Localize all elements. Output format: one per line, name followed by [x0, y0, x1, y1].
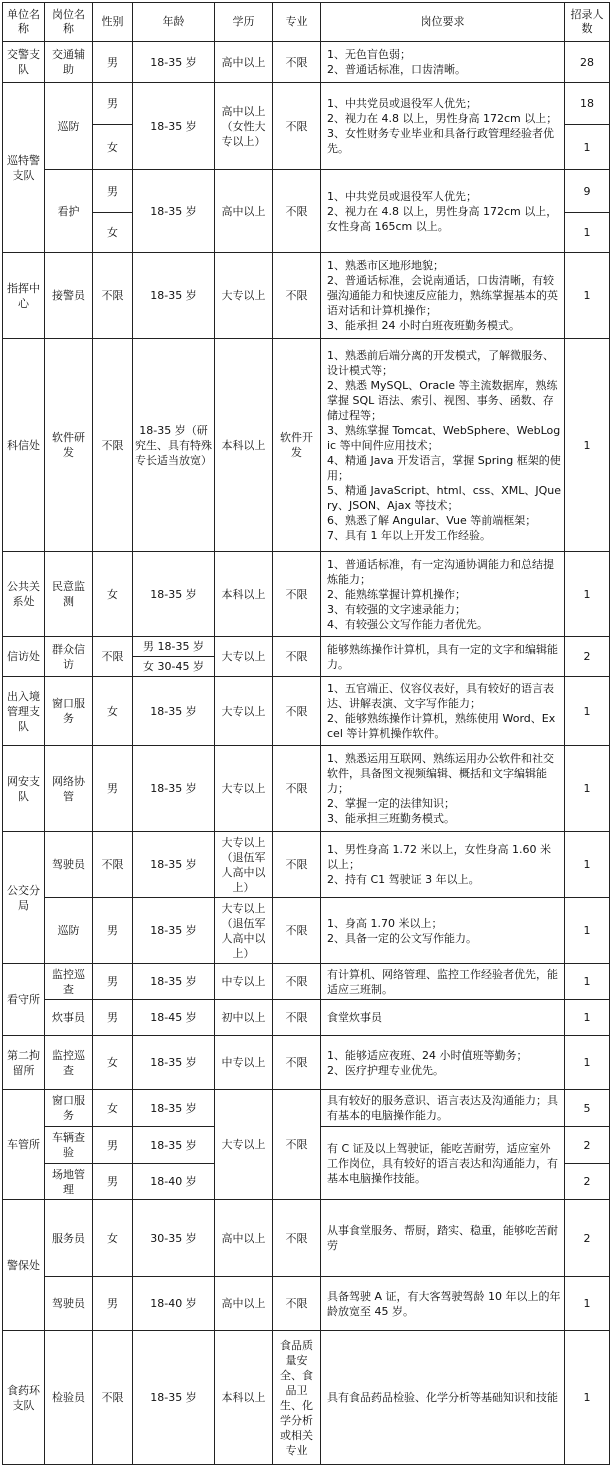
- count-cell: 1: [565, 213, 610, 253]
- count-cell: 1: [565, 898, 610, 964]
- gender-cell: 不限: [93, 637, 133, 677]
- gender-cell: 女: [93, 1090, 133, 1127]
- table-row: [3, 83, 610, 125]
- education-cell: 高中以上: [215, 42, 273, 83]
- age-cell: 18-35 岁: [133, 42, 215, 83]
- recruitment-document: [2, 2, 609, 1465]
- requirement-line: 3、有较强的文字速录能力；: [327, 602, 466, 616]
- requirements-cell: [321, 552, 565, 637]
- unit-cell: 出入境管理支队: [3, 677, 45, 746]
- count-cell: 1: [565, 1277, 610, 1331]
- requirement-line: 1、五官端正、仪容仪表好，具有较好的语言表达、讲解表演、文字写作能力；: [327, 682, 554, 710]
- unit-cell: 警保处: [3, 1200, 45, 1331]
- count-cell: 9: [565, 170, 610, 213]
- major-cell: 不限: [273, 1000, 321, 1036]
- unit-cell: 科信处: [3, 339, 45, 552]
- post-cell: 驾驶员: [45, 832, 93, 898]
- table-row: [3, 1090, 610, 1127]
- requirements-cell: [321, 677, 565, 746]
- requirement-line: 7、具有 1 年以上开发工作经验。: [327, 528, 491, 542]
- requirement-line: 食堂炊事员: [327, 1011, 382, 1024]
- age-cell: 18-40 岁: [133, 1277, 215, 1331]
- age-cell: 18-35 岁: [133, 1127, 215, 1164]
- table-row: [3, 832, 610, 898]
- age-cell: 18-35 岁: [133, 964, 215, 1000]
- count-cell: 28: [565, 42, 610, 83]
- requirement-line: 具有较好的服务意识、语言表达及沟通能力；具有基本的电脑操作能力。: [327, 1094, 558, 1122]
- requirement-line: 1、熟悉运用互联网、熟练运用办公软件和社交软件，具备图文视频编辑、概括和文字编辑能力；: [327, 752, 554, 795]
- gender-cell: 不限: [93, 339, 133, 552]
- count-cell: 1: [565, 1000, 610, 1036]
- table-row: [3, 170, 610, 213]
- requirement-line: 2、视力在 4.8 以上，男性身高 172cm 以上；: [327, 112, 558, 125]
- unit-cell: 公交分局: [3, 832, 45, 964]
- requirement-line: 2、医疗护理专业优先。: [327, 1063, 444, 1077]
- requirement-line: 3、能承担 24 小时白班夜班勤务模式。: [327, 319, 520, 332]
- header-post: 岗位名称: [45, 3, 93, 42]
- age-cell: 18-35 岁: [133, 1331, 215, 1465]
- header-unit: 单位名称: [3, 3, 45, 42]
- age-cell: 18-40 岁: [133, 1164, 215, 1200]
- unit-cell: 巡特警支队: [3, 83, 45, 253]
- post-cell: 接警员: [45, 253, 93, 339]
- major-cell: 不限: [273, 83, 321, 170]
- education-cell: 本科以上: [215, 552, 273, 637]
- header-major: 专业: [273, 3, 321, 42]
- requirements-cell: [321, 898, 565, 964]
- requirement-line: 有 C 证及以上驾驶证，能吃苦耐劳，适应室外工作岗位，具有较好的语言表达和沟通能力，有基本电脑操作技能。: [327, 1141, 558, 1185]
- requirements-cell: [321, 253, 565, 339]
- post-cell: 巡防: [45, 898, 93, 964]
- requirement-line: 1、男性身高 1.72 米以上，女性身高 1.60 米以上；: [327, 843, 551, 871]
- post-cell: 巡防: [45, 83, 93, 170]
- requirement-line: 2、能够熟练操作计算机，熟练使用 Word、Excel 等计算机操作软件。: [327, 712, 556, 740]
- header-age: 年龄: [133, 3, 215, 42]
- major-cell: 不限: [273, 552, 321, 637]
- requirements-cell: [321, 170, 565, 253]
- post-cell: 窗口服务: [45, 1090, 93, 1127]
- requirement-line: 2、具备一定的公文写作能力。: [327, 931, 477, 945]
- count-cell: 1: [565, 1036, 610, 1090]
- major-cell: 不限: [273, 1036, 321, 1090]
- table-row: [3, 1277, 610, 1331]
- gender-cell: 男: [93, 42, 133, 83]
- post-cell: 监控巡查: [45, 1036, 93, 1090]
- requirement-line: 2、掌握一定的法律知识；: [327, 797, 455, 810]
- gender-cell: 女: [93, 677, 133, 746]
- gender-cell: 男: [93, 964, 133, 1000]
- count-cell: 1: [565, 253, 610, 339]
- education-cell: 中专以上: [215, 1036, 273, 1090]
- major-cell: 不限: [273, 1090, 321, 1200]
- requirement-line: 1、无色盲色弱；: [327, 48, 411, 61]
- age-cell: 18-35 岁: [133, 170, 215, 253]
- unit-cell: 食药环支队: [3, 1331, 45, 1465]
- gender-cell: 男: [93, 898, 133, 964]
- count-cell: 1: [565, 746, 610, 832]
- requirement-line: 5、精通 JavaScript、html、css、XML、JQuery、JSON、Ajax 等技术；: [327, 483, 561, 512]
- requirements-cell: [321, 832, 565, 898]
- count-cell: 5: [565, 1090, 610, 1127]
- major-cell: 不限: [273, 898, 321, 964]
- requirement-line: 从事食堂服务、帮厨，踏实、稳重，能够吃苦耐劳: [327, 1224, 558, 1252]
- unit-cell: 公共关系处: [3, 552, 45, 637]
- count-cell: 1: [565, 677, 610, 746]
- table-row: [3, 42, 610, 83]
- header-gender: 性别: [93, 3, 133, 42]
- gender-cell: 男: [93, 1000, 133, 1036]
- count-cell: 2: [565, 1164, 610, 1200]
- post-cell: 车辆查验: [45, 1127, 93, 1164]
- major-cell: 不限: [273, 677, 321, 746]
- unit-cell: 网安支队: [3, 746, 45, 832]
- gender-cell: 不限: [93, 253, 133, 339]
- requirements-cell: [321, 637, 565, 677]
- table-row: [3, 1200, 610, 1277]
- count-cell: 1: [565, 125, 610, 170]
- table-row: [3, 746, 610, 832]
- requirement-line: 2、熟悉 MySQL、Oracle 等主流数据库，熟练掌握 SQL 语法、索引、视图、事务、函数、存储过程等；: [327, 378, 558, 422]
- major-cell: 不限: [273, 42, 321, 83]
- major-cell: 不限: [273, 637, 321, 677]
- table-row: [3, 1331, 610, 1465]
- requirement-line: 具备驾驶 A 证，有大客驾驶驾龄 10 年以上的年龄放宽至 45 岁。: [327, 1289, 561, 1318]
- gender-cell: 不限: [93, 832, 133, 898]
- gender-cell: 女: [93, 552, 133, 637]
- age-cell: 30-35 岁: [133, 1200, 215, 1277]
- header-education: 学历: [215, 3, 273, 42]
- education-cell: 大专以上: [215, 637, 273, 677]
- requirement-line: 3、能承担三班勤务模式。: [327, 812, 455, 825]
- count-cell: 1: [565, 552, 610, 637]
- post-cell: 监控巡查: [45, 964, 93, 1000]
- unit-cell: 第二拘留所: [3, 1036, 45, 1090]
- count-cell: 2: [565, 1127, 610, 1164]
- requirement-line: 2、视力在 4.8 以上，男性身高 172cm 以上，女性身高 165cm 以上。: [327, 204, 558, 233]
- requirements-cell: [321, 42, 565, 83]
- count-cell: 2: [565, 637, 610, 677]
- table-row: [3, 339, 610, 552]
- post-cell: 网络协管: [45, 746, 93, 832]
- table-row: [3, 1000, 610, 1036]
- requirement-line: 2、普通话标准，口齿清晰。: [327, 63, 466, 76]
- gender-cell: 男: [93, 1127, 133, 1164]
- requirements-cell: [321, 1277, 565, 1331]
- education-cell: 高中以上: [215, 170, 273, 253]
- requirements-cell: [321, 964, 565, 1000]
- age-cell: 18-35 岁: [133, 746, 215, 832]
- major-cell: 不限: [273, 746, 321, 832]
- post-cell: 交通辅助: [45, 42, 93, 83]
- age-cell: 18-35 岁: [133, 552, 215, 637]
- major-cell: 不限: [273, 1200, 321, 1277]
- table-row: [3, 637, 610, 657]
- requirement-line: 1、中共党员或退役军人优先；: [327, 97, 477, 110]
- post-cell: 看护: [45, 170, 93, 253]
- requirement-line: 4、有较强公文写作能力者优先。: [327, 617, 488, 631]
- table-row: [3, 677, 610, 746]
- requirements-cell: [321, 339, 565, 552]
- education-cell: 大专以上: [215, 746, 273, 832]
- requirement-line: 能够熟练操作计算机，具有一定的文字和编辑能力。: [327, 642, 558, 671]
- age-cell: 18-35 岁: [133, 832, 215, 898]
- education-cell: 高中以上（女性大专以上）: [215, 83, 273, 170]
- education-cell: 高中以上: [215, 1277, 273, 1331]
- requirement-line: 1、能够适应夜班、24 小时值班等勤务；: [327, 1048, 528, 1062]
- gender-cell: 女: [93, 1036, 133, 1090]
- age-cell: 18-35 岁: [133, 253, 215, 339]
- post-cell: 检验员: [45, 1331, 93, 1465]
- requirement-line: 2、普通话标准，会说南通话，口齿清晰，有较强沟通能力和快速反应能力，熟练掌握基本的英语对话和计算机操作；: [327, 274, 558, 317]
- education-cell: 中专以上: [215, 964, 273, 1000]
- age-cell: 18-35 岁: [133, 898, 215, 964]
- gender-cell: 男: [93, 83, 133, 125]
- post-cell: 炊事员: [45, 1000, 93, 1036]
- education-cell: 大专以上: [215, 1090, 273, 1200]
- age-cell: 女 30-45 岁: [133, 657, 215, 677]
- requirement-line: 1、身高 1.70 米以上；: [327, 916, 443, 930]
- requirement-line: 具有食品药品检验、化学分析等基础知识和技能: [327, 1391, 558, 1404]
- requirement-line: 2、能熟练掌握计算机操作；: [327, 587, 466, 601]
- requirement-line: 4、精通 Java 开发语言，掌握 Spring 框架的使用；: [327, 453, 561, 482]
- post-cell: 窗口服务: [45, 677, 93, 746]
- education-cell: 大专以上: [215, 253, 273, 339]
- requirement-line: 2、持有 C1 驾驶证 3 年以上。: [327, 873, 480, 886]
- table-row: [3, 552, 610, 637]
- requirement-line: 6、熟悉了解 Angular、Vue 等前端框架；: [327, 513, 537, 527]
- table-row: [3, 898, 610, 964]
- unit-cell: 交警支队: [3, 42, 45, 83]
- major-cell: 不限: [273, 964, 321, 1000]
- gender-cell: 女: [93, 213, 133, 253]
- age-cell: 18-35 岁: [133, 1090, 215, 1127]
- major-cell: 不限: [273, 170, 321, 253]
- age-cell: 18-45 岁: [133, 1000, 215, 1036]
- age-cell: 男 18-35 岁: [133, 637, 215, 657]
- count-cell: 1: [565, 339, 610, 552]
- gender-cell: 男: [93, 170, 133, 213]
- gender-cell: 女: [93, 1200, 133, 1277]
- gender-cell: 不限: [93, 1331, 133, 1465]
- recruitment-table: [2, 2, 610, 1465]
- requirement-line: 有计算机、网络管理、监控工作经验者优先，能适应三班制。: [327, 967, 558, 996]
- gender-cell: 男: [93, 746, 133, 832]
- requirement-line: 1、熟悉市区地形地貌；: [327, 259, 444, 272]
- count-cell: 1: [565, 832, 610, 898]
- table-row: [3, 1036, 610, 1090]
- requirements-cell: [321, 1331, 565, 1465]
- gender-cell: 女: [93, 125, 133, 170]
- table-row: [3, 253, 610, 339]
- header-requirements: 岗位要求: [321, 3, 565, 42]
- post-cell: 民意监测: [45, 552, 93, 637]
- education-cell: 大专以上: [215, 677, 273, 746]
- count-cell: 2: [565, 1200, 610, 1277]
- age-cell: 18-35 岁（研究生、具有特殊专长适当放宽）: [133, 339, 215, 552]
- table-row: [3, 964, 610, 1000]
- unit-cell: 指挥中心: [3, 253, 45, 339]
- gender-cell: 男: [93, 1164, 133, 1200]
- requirements-cell: [321, 1127, 565, 1200]
- gender-cell: 男: [93, 1277, 133, 1331]
- education-cell: 本科以上: [215, 339, 273, 552]
- requirements-cell: [321, 83, 565, 170]
- requirement-line: 1、熟悉前后端分离的开发模式，了解微服务、设计模式等；: [327, 348, 554, 377]
- education-cell: 大专以上（退伍军人高中以上）: [215, 898, 273, 964]
- major-cell: 不限: [273, 1277, 321, 1331]
- header-count: 招录人数: [565, 3, 610, 42]
- education-cell: 高中以上: [215, 1200, 273, 1277]
- unit-cell: 看守所: [3, 964, 45, 1036]
- age-cell: 18-35 岁: [133, 1036, 215, 1090]
- education-cell: 大专以上（退伍军人高中以上）: [215, 832, 273, 898]
- age-cell: 18-35 岁: [133, 83, 215, 170]
- major-cell: 不限: [273, 832, 321, 898]
- requirement-line: 3、熟练掌握 Tomcat、WebSphere、WebLogic 等中间件应用技术；: [327, 423, 561, 452]
- post-cell: 服务员: [45, 1200, 93, 1277]
- unit-cell: 信访处: [3, 637, 45, 677]
- age-cell: 18-35 岁: [133, 677, 215, 746]
- major-cell: 食品质量安全、食品卫生、化学分析或相关专业: [273, 1331, 321, 1465]
- unit-cell: 车管所: [3, 1090, 45, 1200]
- requirements-cell: [321, 1090, 565, 1127]
- count-cell: 1: [565, 964, 610, 1000]
- header-row: [3, 3, 610, 42]
- requirement-line: 1、普通话标准，有一定沟通协调能力和总结提炼能力；: [327, 557, 554, 586]
- requirement-line: 1、中共党员或退役军人优先；: [327, 189, 477, 203]
- count-cell: 18: [565, 83, 610, 125]
- major-cell: 软件开发: [273, 339, 321, 552]
- post-cell: 群众信访: [45, 637, 93, 677]
- requirement-line: 3、女性财务专业毕业和具备行政管理经验者优先。: [327, 127, 554, 155]
- requirements-cell: [321, 746, 565, 832]
- post-cell: 软件研发: [45, 339, 93, 552]
- education-cell: 初中以上: [215, 1000, 273, 1036]
- requirements-cell: [321, 1000, 565, 1036]
- post-cell: 驾驶员: [45, 1277, 93, 1331]
- requirements-cell: [321, 1036, 565, 1090]
- education-cell: 本科以上: [215, 1331, 273, 1465]
- requirements-cell: [321, 1200, 565, 1277]
- major-cell: 不限: [273, 253, 321, 339]
- post-cell: 场地管理: [45, 1164, 93, 1200]
- count-cell: 1: [565, 1331, 610, 1465]
